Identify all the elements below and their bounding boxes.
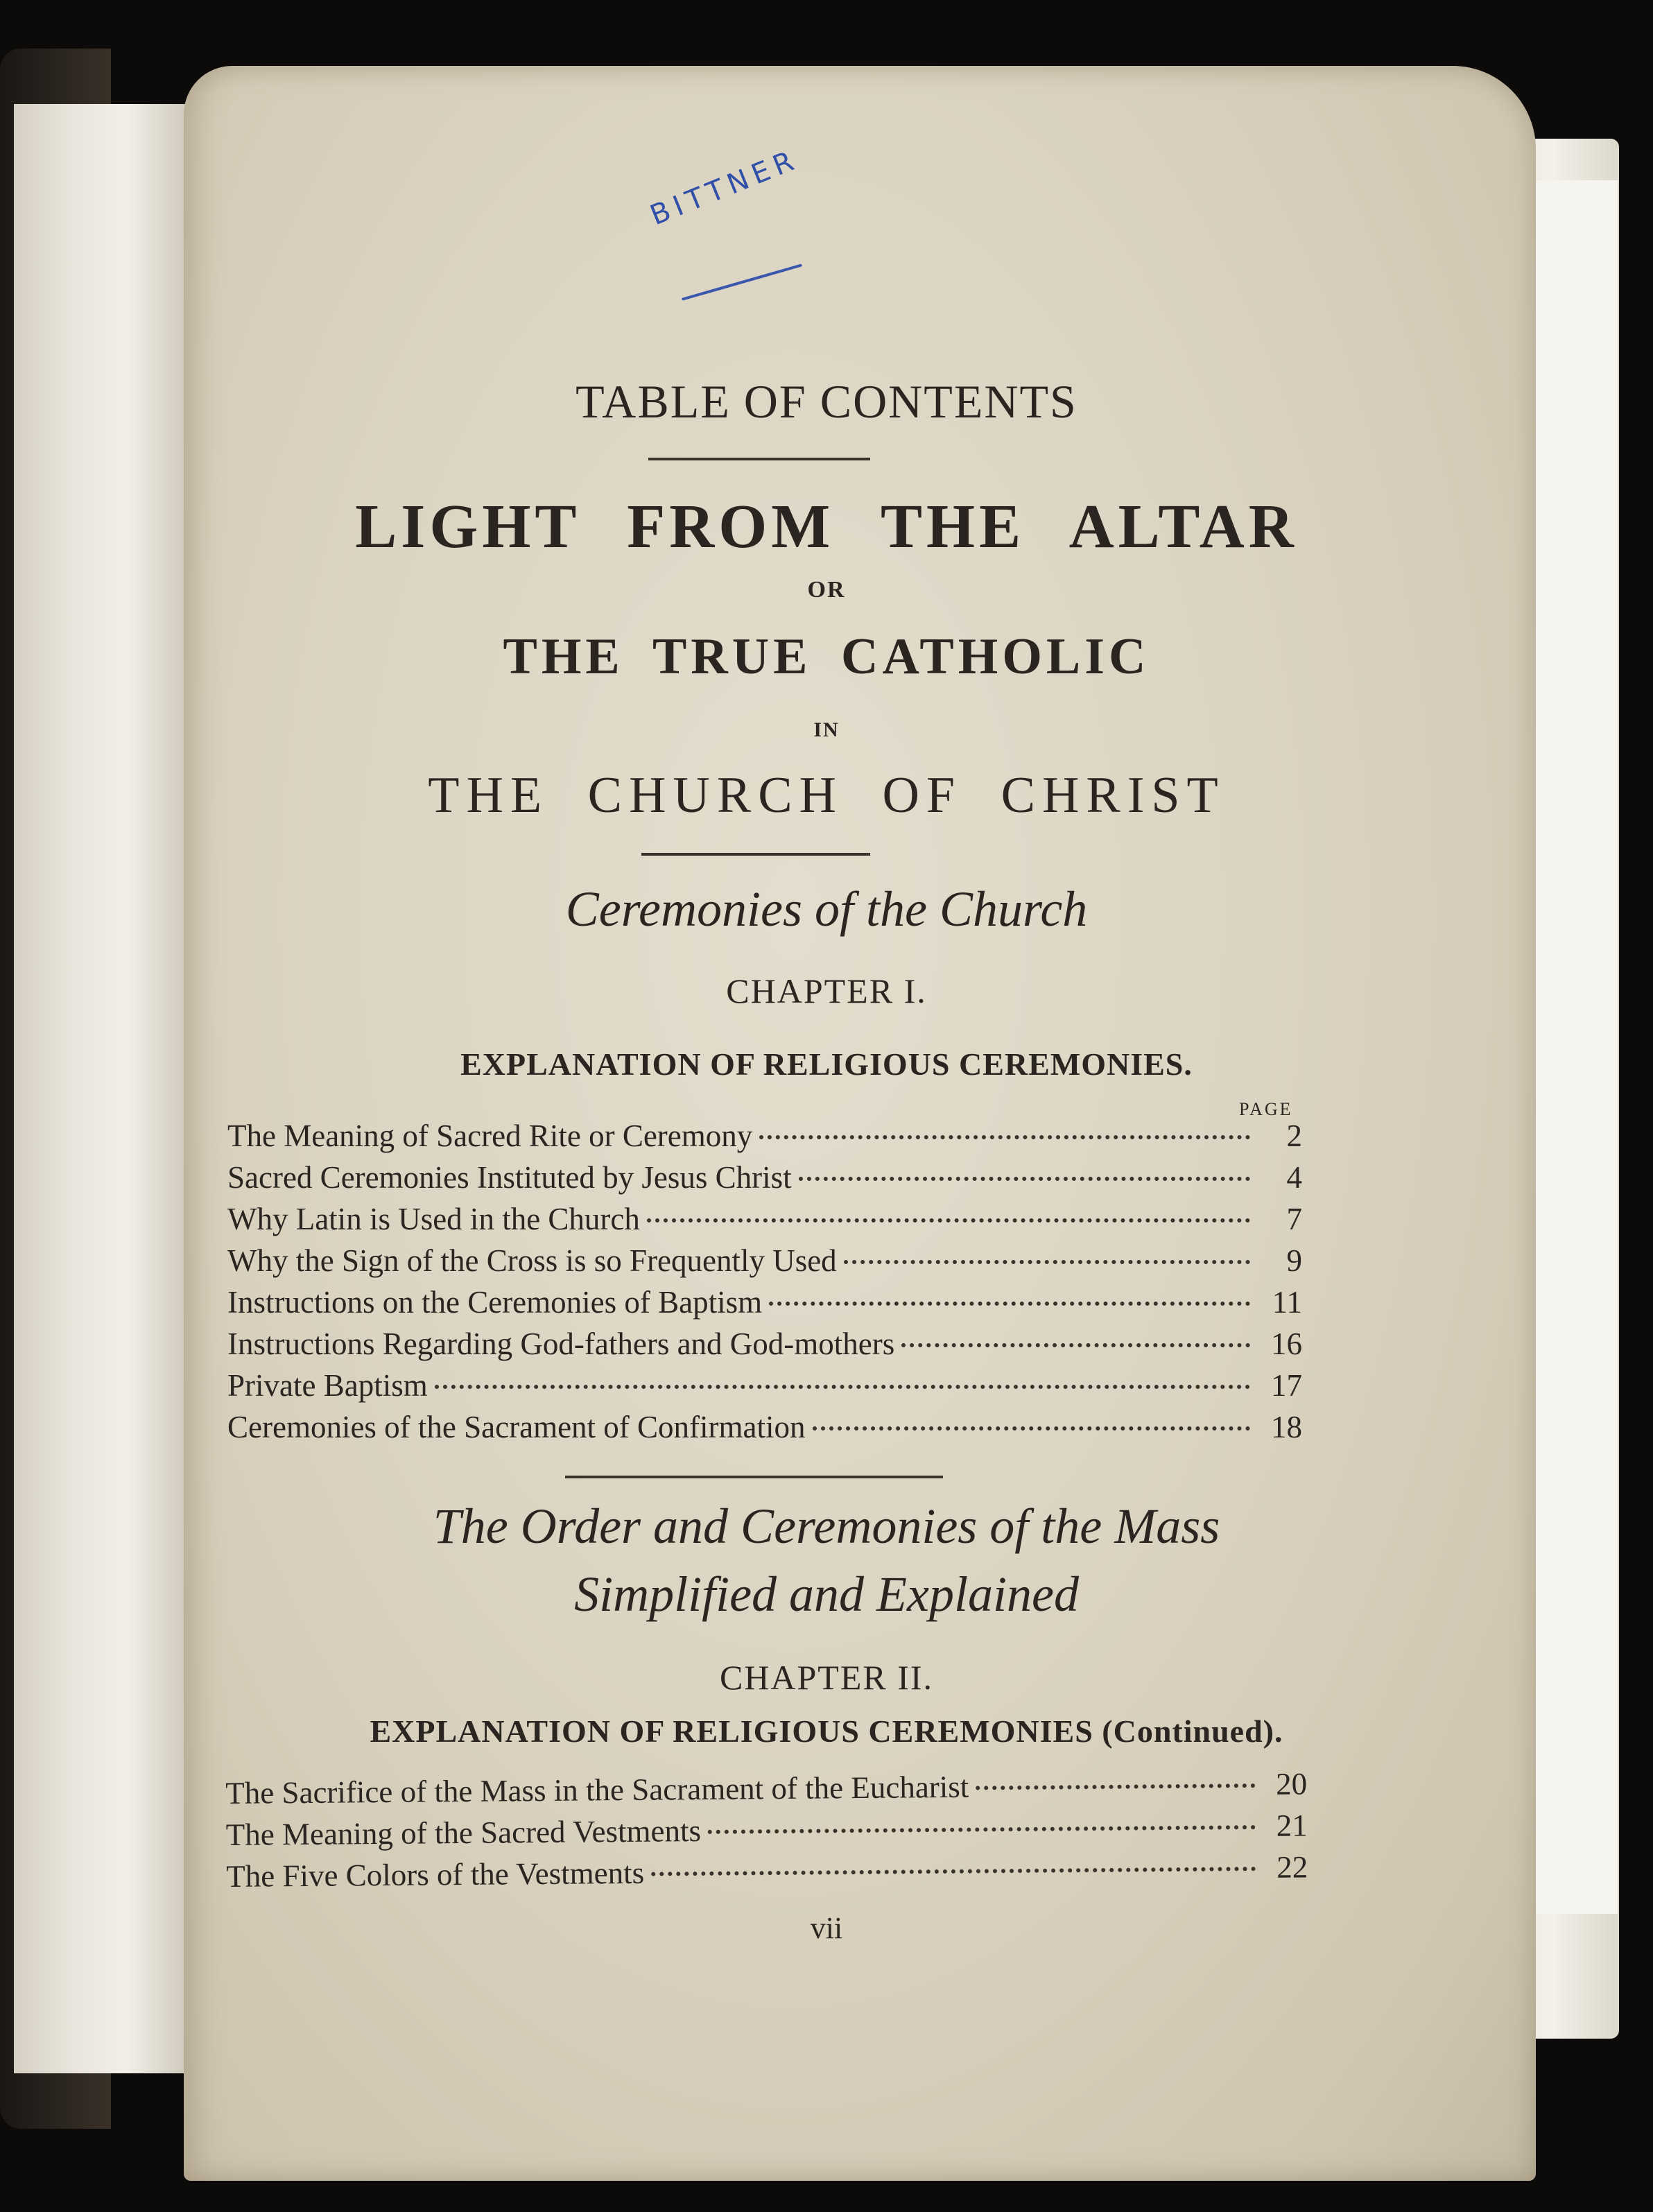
handwritten-name: BITTNER <box>646 143 804 232</box>
toc-entry[interactable]: The Meaning of the Sacred Vestments 21 <box>225 1808 1308 1852</box>
chapter-heading: CHAPTER II. <box>719 1658 934 1697</box>
book-subtitle: THE TRUE CATHOLIC <box>503 628 1150 685</box>
in-word: IN <box>813 718 840 741</box>
toc-entry[interactable]: Instructions on the Ceremonies of Baptism 11 <box>227 1285 1302 1320</box>
toc-entry[interactable]: Why Latin is Used in the Church 7 <box>227 1202 1302 1236</box>
section-title-line-2: Simplified and Explained <box>574 1566 1079 1622</box>
section-title-line-1: The Order and Ceremonies of the Mass <box>433 1498 1220 1554</box>
toc-entries-chapter-2 <box>225 1765 1308 1900</box>
page-column-label: PAGE <box>1239 1099 1293 1119</box>
toc-entries-chapter-1 <box>227 1118 1302 1451</box>
divider-rule <box>565 1476 943 1478</box>
toc-entry[interactable]: Why the Sign of the Cross is so Frequently Used 9 <box>227 1243 1302 1278</box>
toc-entry[interactable]: Instructions Regarding God-fathers and God-mothers 16 <box>227 1327 1302 1361</box>
toc-entry[interactable]: Ceremonies of the Sacrament of Confirmation 18 <box>227 1410 1302 1444</box>
page-number: vii <box>810 1911 843 1945</box>
book-title: LIGHT FROM THE ALTAR <box>355 492 1298 561</box>
divider-rule <box>641 853 870 856</box>
toc-entry[interactable]: The Sacrifice of the Mass in the Sacrament of the Eucharist 20 <box>225 1766 1308 1811</box>
toc-entry[interactable]: Private Baptism 17 <box>227 1368 1302 1403</box>
toc-heading: TABLE OF CONTENTS <box>575 375 1078 428</box>
toc-entry[interactable]: Sacred Ceremonies Instituted by Jesus Christ 4 <box>227 1160 1302 1195</box>
section-title: Ceremonies of the Church <box>565 881 1088 937</box>
explanation-heading: EXPLANATION OF RELIGIOUS CEREMONIES. <box>460 1046 1193 1082</box>
church-line: THE CHURCH OF CHRIST <box>428 767 1225 824</box>
toc-entry[interactable]: The Meaning of Sacred Rite or Ceremony 2 <box>227 1118 1302 1153</box>
or-word: OR <box>807 577 846 603</box>
explanation-heading: EXPLANATION OF RELIGIOUS CEREMONIES (Continued). <box>370 1713 1283 1749</box>
divider-rule <box>648 458 870 460</box>
toc-entry[interactable]: The Five Colors of the Vestments 22 <box>226 1849 1308 1894</box>
chapter-heading: CHAPTER I. <box>726 971 927 1010</box>
